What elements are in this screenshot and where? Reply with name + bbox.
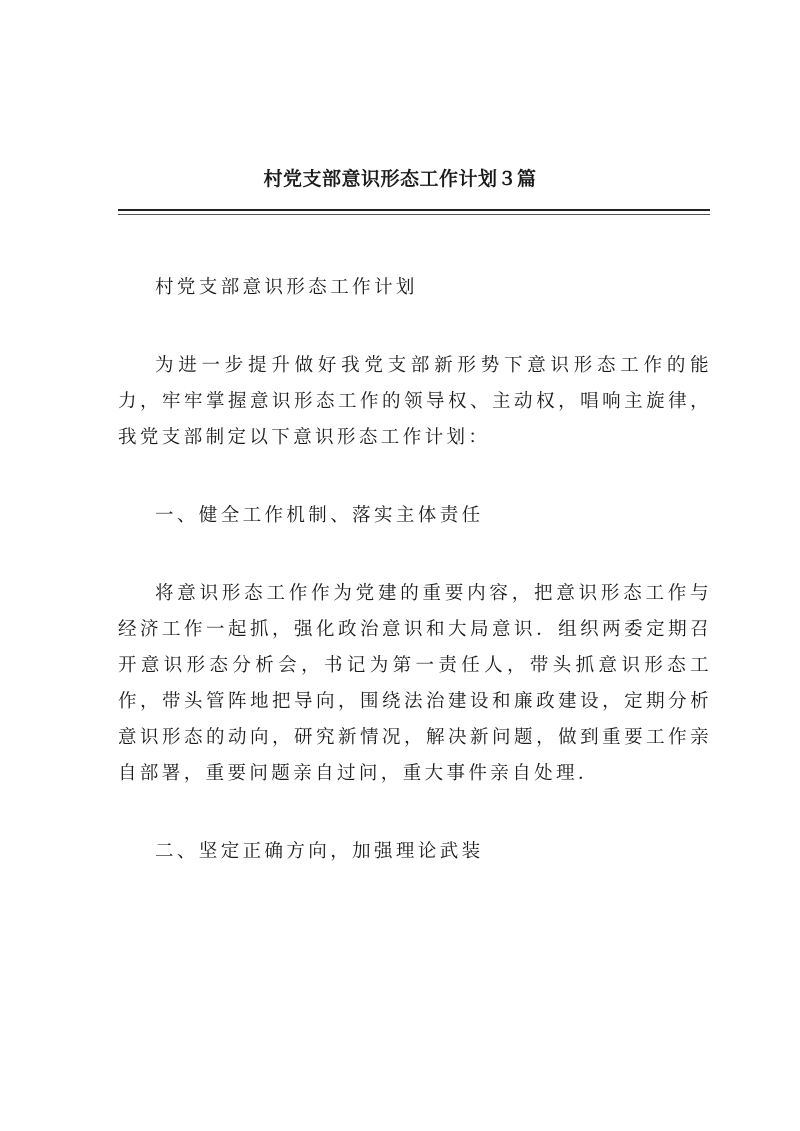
title-divider-thin: [118, 214, 710, 215]
subtitle-paragraph: 村党支部意识形态工作计划: [155, 277, 418, 298]
section-heading-1: 一、健全工作机制、落实主体责任: [155, 505, 484, 526]
section-1-body-paragraph: 将意识形态工作作为党建的重要内容，把意识形态工作与经济工作一起抓，强化政治意识和大局意识．组织两委定期召开意识形态分析会，书记为第一责任人，带头抓意识形态工作，带头管阵地把导向，围绕法治建设和廉政建设，定期分析意识形态的动向，研究新情况，解决新问题，做到重要工作亲自部署，重要问题亲自过问，重大事件亲自处理．: [118, 583, 712, 784]
document-body: [118, 270, 712, 870]
paragraph-spacer: [118, 306, 712, 348]
paragraph-spacer: [118, 792, 712, 834]
section-heading-2: 二、坚定正确方向，加强理论武装: [155, 841, 484, 862]
document-title: 村党支部意识形态工作计划３篇: [263, 168, 537, 190]
paragraph-spacer: [118, 534, 712, 576]
paragraph-spacer: [118, 456, 712, 498]
intro-paragraph: 为进一步提升做好我党支部新形势下意识形态工作的能力，牢牢掌握意识形态工作的领导权、主动权，唱响主旋律，我党支部制定以下意识形态工作计划：: [118, 355, 712, 448]
title-divider-thick: [118, 209, 710, 211]
